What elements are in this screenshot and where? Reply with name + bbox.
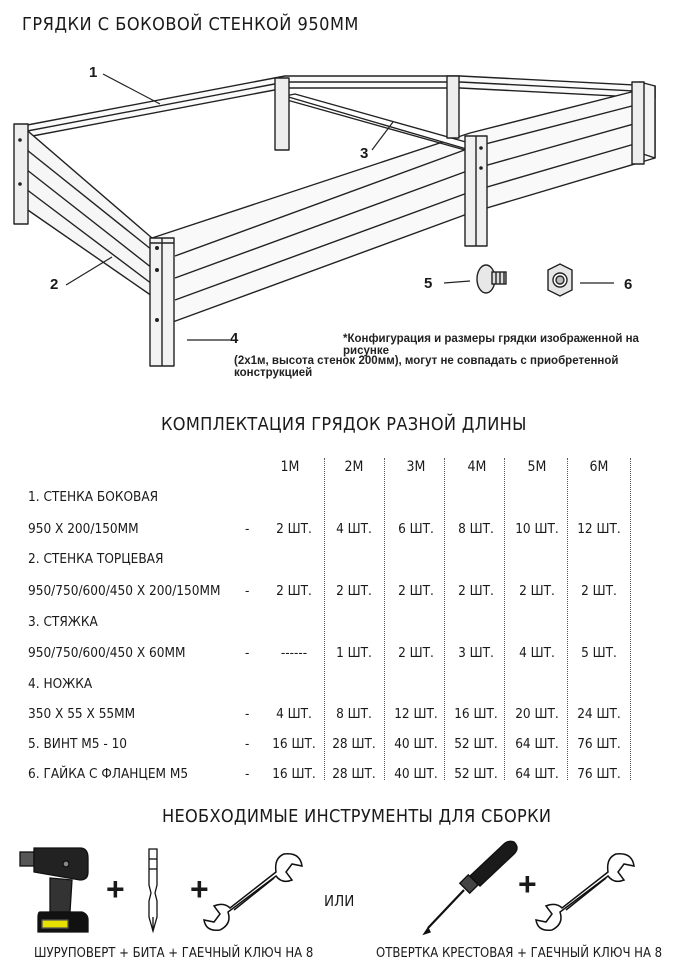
table-cell: 4 ШТ. — [336, 521, 372, 537]
column-divider — [567, 458, 568, 780]
drill-icon — [16, 842, 96, 937]
item-spec: 950/750/600/450 Х 60ММ — [28, 645, 186, 661]
wrench-icon — [530, 848, 638, 936]
table-cell: 52 ШТ. — [454, 736, 498, 752]
screwdriver-icon — [418, 838, 520, 938]
item-title: 4. НОЖКА — [28, 676, 93, 692]
row-dash: - — [245, 645, 250, 661]
row-dash: - — [245, 521, 250, 537]
item-title: 2. СТЕНКА ТОРЦЕВАЯ — [28, 551, 164, 567]
table-cell: 2 ШТ. — [581, 583, 617, 599]
column-header: 3М — [406, 459, 426, 475]
plus-sign: + — [518, 866, 537, 902]
table-cell: ------ — [280, 645, 308, 661]
table-cell: 4 ШТ. — [276, 706, 312, 722]
table-cell: 64 ШТ. — [515, 736, 559, 752]
table-cell: 20 ШТ. — [515, 706, 559, 722]
table-cell: 10 ШТ. — [515, 521, 559, 537]
table-cell: 2 ШТ. — [458, 583, 494, 599]
column-header: 4М — [467, 459, 487, 475]
table-cell: 4 ШТ. — [519, 645, 555, 661]
callout-3: 3 — [360, 145, 369, 162]
callout-1: 1 — [89, 64, 98, 81]
callout-4: 4 — [230, 330, 239, 347]
table-cell: 12 ШТ. — [394, 706, 438, 722]
table-cell: 5 ШТ. — [581, 645, 617, 661]
table-cell: 16 ШТ. — [454, 706, 498, 722]
row-dash: - — [245, 583, 250, 599]
table-cell: 16 ШТ. — [272, 766, 316, 782]
table-cell: 40 ШТ. — [394, 766, 438, 782]
table-cell: 6 ШТ. — [398, 521, 434, 537]
table-cell: 3 ШТ. — [458, 645, 494, 661]
table-cell: 2 ШТ. — [276, 521, 312, 537]
item-title: 3. СТЯЖКА — [28, 614, 98, 630]
page-title: ГРЯДКИ С БОКОВОЙ СТЕНКОЙ 950ММ — [22, 14, 359, 35]
table-cell: 2 ШТ. — [519, 583, 555, 599]
item-title: 6. ГАЙКА С ФЛАНЦЕМ М5 — [28, 766, 189, 782]
garden-bed-diagram — [0, 38, 675, 383]
table-cell: 52 ШТ. — [454, 766, 498, 782]
callout-5: 5 — [424, 275, 433, 292]
callout-6: 6 — [624, 276, 633, 293]
item-spec: 950 Х 200/150ММ — [28, 521, 139, 537]
disclaimer-note-line1: *Конфигурация и размеры грядки изображенной на рисунке — [343, 333, 639, 357]
column-divider — [384, 458, 385, 780]
row-dash: - — [245, 766, 250, 782]
row-dash: - — [245, 736, 250, 752]
table-cell: 28 ШТ. — [332, 736, 376, 752]
column-header: 2М — [344, 459, 364, 475]
table-cell: 12 ШТ. — [577, 521, 621, 537]
column-divider — [324, 458, 325, 780]
item-title: 1. СТЕНКА БОКОВАЯ — [28, 489, 159, 505]
table-cell: 1 ШТ. — [336, 645, 372, 661]
table-cell: 24 ШТ. — [577, 706, 621, 722]
row-dash: - — [245, 706, 250, 722]
table-cell: 8 ШТ. — [336, 706, 372, 722]
table-cell: 2 ШТ. — [398, 583, 434, 599]
wrench-icon — [198, 848, 306, 936]
item-spec: 350 Х 55 Х 55ММ — [28, 706, 136, 722]
table-cell: 28 ШТ. — [332, 766, 376, 782]
column-header: 6М — [589, 459, 609, 475]
column-divider — [444, 458, 445, 780]
item-spec: 950/750/600/450 Х 200/150ММ — [28, 583, 221, 599]
tool-option2-caption: ОТВЕРТКА КРЕСТОВАЯ + ГАЕЧНЫЙ КЛЮЧ НА 8 — [376, 946, 663, 961]
bit-icon — [142, 845, 164, 935]
tools-section-title: НЕОБХОДИМЫЕ ИНСТРУМЕНТЫ ДЛЯ СБОРКИ — [162, 806, 552, 827]
table-cell: 8 ШТ. — [458, 521, 494, 537]
column-divider — [504, 458, 505, 780]
table-cell: 2 ШТ. — [336, 583, 372, 599]
tool-option1-caption: ШУРУПОВЕРТ + БИТА + ГАЕЧНЫЙ КЛЮЧ НА 8 — [34, 946, 314, 961]
plus-sign: + — [106, 871, 125, 907]
column-divider — [630, 458, 631, 780]
callout-2: 2 — [50, 276, 59, 293]
column-header: 5М — [527, 459, 547, 475]
table-cell: 40 ШТ. — [394, 736, 438, 752]
bolt-icon — [477, 265, 506, 293]
table-cell: 2 ШТ. — [398, 645, 434, 661]
table-cell: 16 ШТ. — [272, 736, 316, 752]
disclaimer-note-line2: (2х1м, высота стенок 200мм), могут не совпадать с приобретенной конструкцией — [234, 355, 619, 379]
or-label: ИЛИ — [324, 892, 355, 910]
table-cell: 76 ШТ. — [577, 736, 621, 752]
plus-sign: + — [190, 871, 209, 907]
kit-section-title: КОМПЛЕКТАЦИЯ ГРЯДОК РАЗНОЙ ДЛИНЫ — [161, 414, 527, 435]
item-title: 5. ВИНТ М5 - 10 — [28, 736, 128, 752]
table-cell: 76 ШТ. — [577, 766, 621, 782]
column-header: 1М — [280, 459, 300, 475]
table-cell: 64 ШТ. — [515, 766, 559, 782]
table-cell: 2 ШТ. — [276, 583, 312, 599]
flange-nut-icon — [548, 264, 572, 296]
